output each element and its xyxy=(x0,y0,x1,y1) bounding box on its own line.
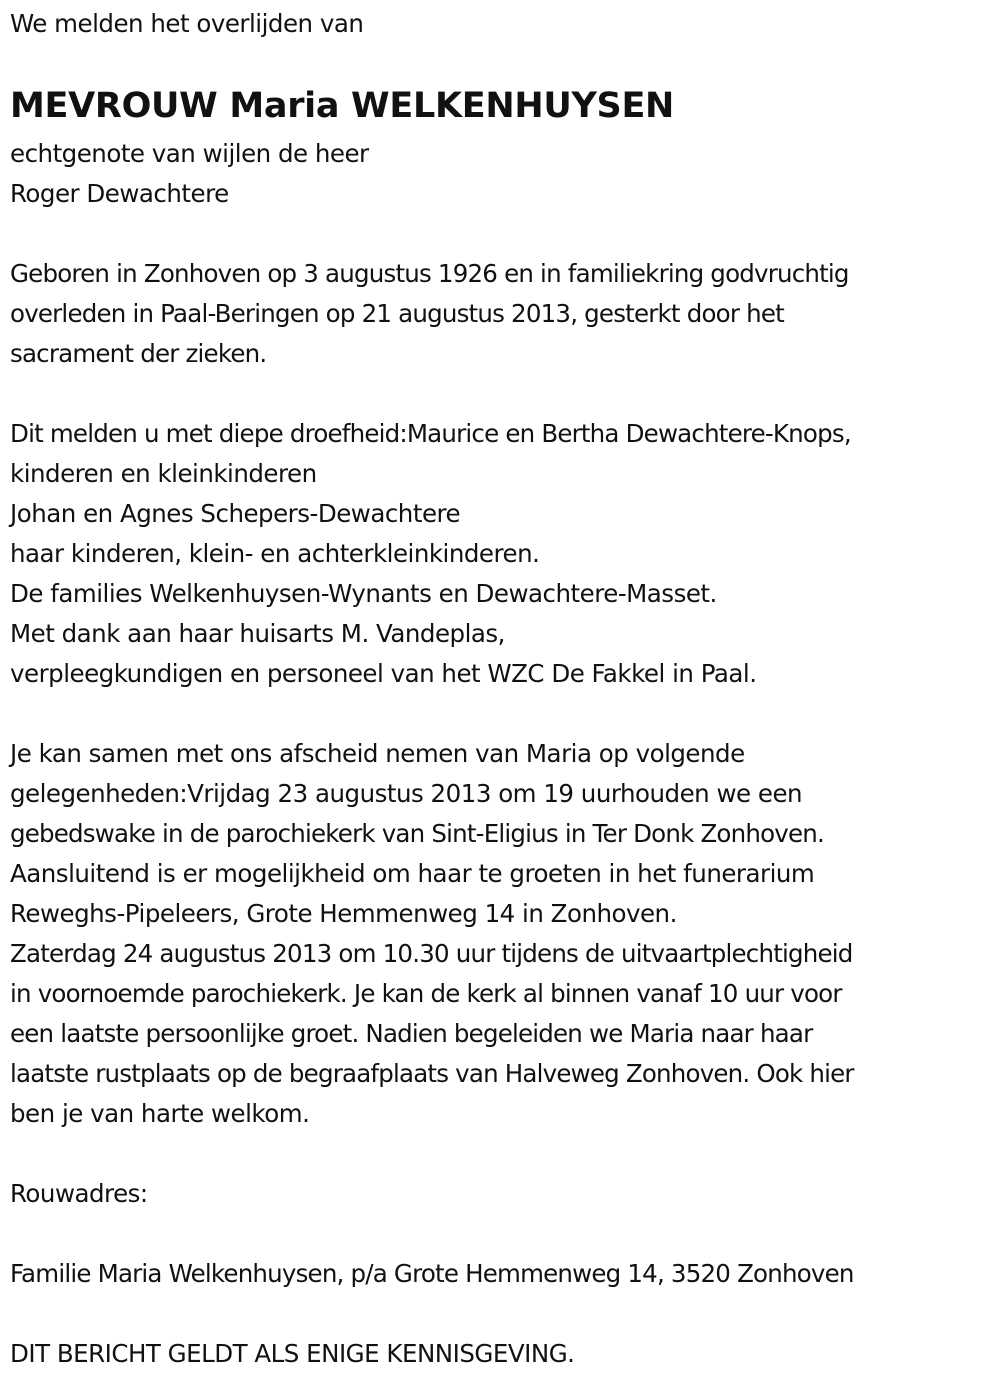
events-line: gebedswake in de parochiekerk van Sint-Eligius in Ter Donk Zonhoven. xyxy=(10,819,824,848)
events-line: ben je van harte welkom. xyxy=(10,1099,310,1128)
birth-death-line: overleden in Paal-Beringen op 21 augustus 2013, gesterkt door het xyxy=(10,299,784,328)
address-label: Rouwadres: xyxy=(10,1179,148,1208)
intro-text: We melden het overlijden van xyxy=(10,9,364,38)
deceased-name: MEVROUW Maria WELKENHUYSEN xyxy=(10,86,675,126)
birth-death-line: sacrament der zieken. xyxy=(10,339,267,368)
events-line: Aansluitend is er mogelijkheid om haar te groeten in het funerarium xyxy=(10,859,815,888)
events-line: Zaterdag 24 augustus 2013 om 10.30 uur tijdens de uitvaartplechtigheid xyxy=(10,939,853,968)
family-line: Dit melden u met diepe droefheid:Maurice en Bertha Dewachtere-Knops, xyxy=(10,419,851,448)
mourning-address: Familie Maria Welkenhuysen, p/a Grote Hemmenweg 14, 3520 Zonhoven xyxy=(10,1259,854,1288)
birth-death-line: Geboren in Zonhoven op 3 augustus 1926 en in familiekring godvruchtig xyxy=(10,259,849,288)
events-line: Reweghs-Pipeleers, Grote Hemmenweg 14 in Zonhoven. xyxy=(10,899,677,928)
events-line: Je kan samen met ons afscheid nemen van Maria op volgende xyxy=(10,739,745,768)
spouse-paragraph xyxy=(10,134,369,214)
family-line: haar kinderen, klein- en achterkleinkinderen. xyxy=(10,539,540,568)
events-line: gelegenheden:Vrijdag 23 augustus 2013 om 19 uurhouden we een xyxy=(10,779,803,808)
spouse-line: echtgenote van wijlen de heer xyxy=(10,139,369,168)
events-paragraph xyxy=(10,734,854,1134)
family-line: Johan en Agnes Schepers-Dewachtere xyxy=(10,499,461,528)
events-line: een laatste persoonlijke groet. Nadien begeleiden we Maria naar haar xyxy=(10,1019,813,1048)
birth-death-paragraph xyxy=(10,254,849,374)
family-paragraph xyxy=(10,414,851,694)
family-line: De families Welkenhuysen-Wynants en Dewachtere-Masset. xyxy=(10,579,717,608)
events-line: in voornoemde parochiekerk. Je kan de kerk al binnen vanaf 10 uur voor xyxy=(10,979,842,1008)
family-line: Met dank aan haar huisarts M. Vandeplas, xyxy=(10,619,505,648)
official-notice: DIT BERICHT GELDT ALS ENIGE KENNISGEVING. xyxy=(10,1339,575,1368)
family-line: verpleegkundigen en personeel van het WZC De Fakkel in Paal. xyxy=(10,659,757,688)
events-line: laatste rustplaats op de begraafplaats van Halveweg Zonhoven. Ook hier xyxy=(10,1059,854,1088)
spouse-line: Roger Dewachtere xyxy=(10,179,229,208)
family-line: kinderen en kleinkinderen xyxy=(10,459,317,488)
